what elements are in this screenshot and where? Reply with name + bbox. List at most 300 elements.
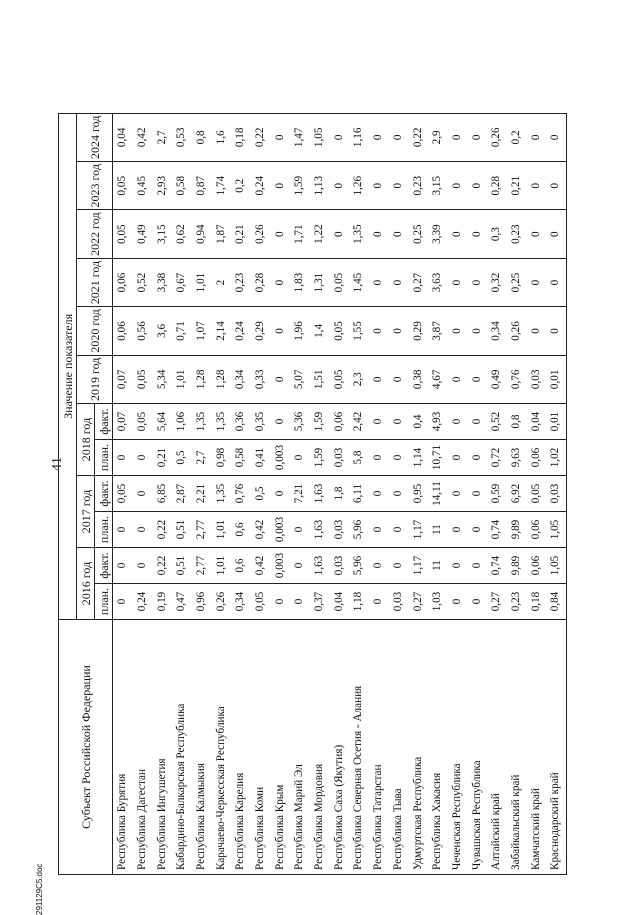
value-cell: 0,21 (507, 162, 527, 210)
value-cell: 5,07 (290, 355, 310, 403)
value-cell: 1,83 (290, 258, 310, 306)
value-cell: 0 (448, 440, 468, 476)
value-cell: 0,22 (152, 512, 172, 548)
value-cell: 2,3 (349, 355, 369, 403)
value-cell: 1,13 (310, 162, 330, 210)
value-cell: 0 (271, 307, 291, 355)
value-cell: 1,22 (310, 210, 330, 258)
value-cell: 0,05 (526, 476, 546, 512)
table-wrapper (58, 113, 567, 875)
value-cell: 0,24 (133, 584, 153, 620)
value-cell: 0,4 (408, 404, 428, 440)
value-cell: 0,74 (487, 512, 507, 548)
value-cell: 0,06 (330, 404, 350, 440)
subject-name: Республика Крым (271, 620, 291, 875)
value-cell: 0,6 (231, 548, 251, 584)
value-cell: 0,5 (251, 476, 271, 512)
value-cell: 1,05 (546, 548, 566, 584)
value-cell: 0 (467, 258, 487, 306)
value-cell: 0,04 (526, 404, 546, 440)
table-row (192, 113, 212, 874)
value-cell: 0 (271, 258, 291, 306)
footer-doc-code: 291129C5.doc (35, 863, 44, 915)
value-cell: 0 (467, 548, 487, 584)
value-cell: 1,71 (290, 210, 310, 258)
value-cell: 1,8 (330, 476, 350, 512)
value-cell: 0,59 (487, 476, 507, 512)
value-cell: 1,28 (211, 355, 231, 403)
value-cell: 0 (389, 355, 409, 403)
table-row (231, 113, 251, 874)
value-cell: 0,67 (172, 258, 192, 306)
value-cell: 3,63 (428, 258, 448, 306)
year-2020-header: 2020 год (77, 307, 113, 355)
value-cell: 11 (428, 548, 448, 584)
value-cell: 0 (448, 355, 468, 403)
value-cell: 1,51 (310, 355, 330, 403)
value-cell: 0 (448, 476, 468, 512)
rotated-page (0, 45, 562, 905)
value-cell: 3,38 (152, 258, 172, 306)
value-cell: 0 (271, 210, 291, 258)
table-row (113, 113, 133, 874)
value-cell: 0 (546, 210, 566, 258)
value-cell: 0,24 (231, 307, 251, 355)
value-cell: 0 (369, 584, 389, 620)
value-cell: 4,93 (428, 404, 448, 440)
value-cell: 0,52 (133, 258, 153, 306)
value-cell: 0,27 (408, 584, 428, 620)
value-cell: 0 (271, 476, 291, 512)
subject-name: Камчатский край (526, 620, 546, 875)
value-cell: 0,22 (408, 113, 428, 161)
table-row (251, 113, 271, 874)
value-cell: 0,25 (408, 210, 428, 258)
value-cell: 0,28 (251, 258, 271, 306)
value-cell: 0,37 (310, 584, 330, 620)
value-cell: 5,96 (349, 512, 369, 548)
value-cell: 0,34 (231, 355, 251, 403)
value-cell: 1,35 (211, 476, 231, 512)
value-cell: 2 (211, 258, 231, 306)
value-cell: 0,07 (113, 404, 133, 440)
value-cell: 0 (369, 113, 389, 161)
subject-header: Субъект Российской Федерации (59, 620, 113, 875)
value-cell: 0 (526, 307, 546, 355)
value-cell: 6,11 (349, 476, 369, 512)
table-row (211, 113, 231, 874)
value-cell: 9,63 (507, 440, 527, 476)
value-cell: 0 (369, 440, 389, 476)
value-cell: 1,14 (408, 440, 428, 476)
value-cell: 0 (546, 307, 566, 355)
value-cell: 0,45 (133, 162, 153, 210)
year-2024-header: 2024 год (77, 113, 113, 161)
value-cell: 1,31 (310, 258, 330, 306)
value-cell: 0 (133, 440, 153, 476)
value-cell: 0 (133, 512, 153, 548)
year-2016-header: 2016 год (77, 548, 95, 620)
value-cell: 1,26 (349, 162, 369, 210)
value-cell: 0 (290, 512, 310, 548)
value-cell: 0,18 (526, 584, 546, 620)
value-cell: 1,74 (211, 162, 231, 210)
table-row (349, 113, 369, 874)
value-cell: 0 (448, 548, 468, 584)
value-cell: 0 (467, 512, 487, 548)
value-cell: 0,34 (231, 584, 251, 620)
value-cell: 0,05 (133, 355, 153, 403)
value-cell: 9,89 (507, 548, 527, 584)
value-cell: 0,42 (251, 548, 271, 584)
value-cell: 0,01 (546, 355, 566, 403)
value-cell: 1,18 (349, 584, 369, 620)
value-cell: 0,2 (231, 162, 251, 210)
value-cell: 0,74 (487, 548, 507, 584)
value-cell: 0,34 (487, 307, 507, 355)
fact-2017: факт. (95, 476, 113, 512)
value-cell: 1,16 (349, 113, 369, 161)
value-cell: 0,05 (330, 355, 350, 403)
value-cell: 1,01 (192, 258, 212, 306)
value-cell: 0 (113, 512, 133, 548)
value-cell: 0 (389, 162, 409, 210)
value-cell: 1,63 (310, 512, 330, 548)
value-cell: 11 (428, 512, 448, 548)
value-cell: 0 (526, 162, 546, 210)
value-cell: 0,26 (211, 584, 231, 620)
value-cell: 0,05 (133, 404, 153, 440)
indicator-table (58, 113, 567, 875)
table-row (428, 113, 448, 874)
value-cell: 0 (389, 307, 409, 355)
value-cell: 3,6 (152, 307, 172, 355)
value-cell: 0,8 (507, 404, 527, 440)
value-cell: 0 (389, 404, 409, 440)
value-cell: 0,27 (408, 258, 428, 306)
value-cell: 1,07 (192, 307, 212, 355)
plan-2018: план. (95, 440, 113, 476)
value-cell: 0,98 (211, 440, 231, 476)
value-cell: 1,01 (172, 355, 192, 403)
value-cell: 0 (369, 355, 389, 403)
value-cell: 0,23 (408, 162, 428, 210)
value-cell: 1,63 (310, 548, 330, 584)
value-cell: 0 (448, 512, 468, 548)
subject-name: Чеченская Республика (448, 620, 468, 875)
value-cell: 0 (448, 210, 468, 258)
value-cell: 0 (369, 210, 389, 258)
value-cell: 0 (369, 548, 389, 584)
value-cell: 5,36 (290, 404, 310, 440)
value-cell: 0 (467, 440, 487, 476)
value-cell: 7,21 (290, 476, 310, 512)
value-cell: 0 (113, 584, 133, 620)
value-cell: 1,4 (310, 307, 330, 355)
value-cell: 0 (448, 404, 468, 440)
subject-name: Краснодарский край (546, 620, 566, 875)
value-cell: 1,03 (428, 584, 448, 620)
value-cell: 0,26 (507, 307, 527, 355)
value-cell: 0,29 (408, 307, 428, 355)
value-cell: 0 (369, 512, 389, 548)
value-cell: 0,05 (330, 258, 350, 306)
value-cell: 0 (546, 113, 566, 161)
value-cell: 0,24 (251, 162, 271, 210)
value-cell: 1,96 (290, 307, 310, 355)
value-cell: 0,03 (389, 584, 409, 620)
subject-name: Республика Ингушетия (152, 620, 172, 875)
value-cell: 0,2 (507, 113, 527, 161)
value-cell: 0,18 (231, 113, 251, 161)
value-cell: 0 (271, 113, 291, 161)
value-cell: 0 (467, 476, 487, 512)
value-cell: 0,33 (251, 355, 271, 403)
value-cell: 0,05 (113, 162, 133, 210)
value-cell: 0,38 (408, 355, 428, 403)
value-cell: 3,39 (428, 210, 448, 258)
value-cell: 0,41 (251, 440, 271, 476)
value-cell: 14,11 (428, 476, 448, 512)
value-cell: 0 (271, 584, 291, 620)
value-cell: 2,42 (349, 404, 369, 440)
value-cell: 0,72 (487, 440, 507, 476)
value-cell: 0,49 (133, 210, 153, 258)
value-cell: 0 (133, 548, 153, 584)
table-row (290, 113, 310, 874)
value-cell: 0,52 (487, 404, 507, 440)
table-row (526, 113, 546, 874)
value-cell: 0,25 (507, 258, 527, 306)
value-cell: 0 (526, 113, 546, 161)
value-cell: 2,93 (152, 162, 172, 210)
value-cell: 0,19 (152, 584, 172, 620)
table-row (467, 113, 487, 874)
value-cell: 0 (467, 584, 487, 620)
value-cell: 0,06 (113, 258, 133, 306)
value-cell: 2,87 (172, 476, 192, 512)
value-cell: 1,17 (408, 548, 428, 584)
value-cell: 9,89 (507, 512, 527, 548)
table-row (152, 113, 172, 874)
subject-name: Республика Бурятия (113, 620, 133, 875)
value-cell: 0 (467, 162, 487, 210)
value-cell: 0,03 (330, 440, 350, 476)
value-cell: 0,05 (251, 584, 271, 620)
value-cell: 1,01 (211, 512, 231, 548)
table-row (369, 113, 389, 874)
value-cell: 1,06 (172, 404, 192, 440)
value-cell: 0,05 (330, 307, 350, 355)
value-cell: 0,71 (172, 307, 192, 355)
value-cell: 4,67 (428, 355, 448, 403)
value-cell: 0,22 (251, 113, 271, 161)
subject-name: Чувашская Республика (467, 620, 487, 875)
value-cell: 1,63 (310, 476, 330, 512)
value-cell: 0 (330, 113, 350, 161)
value-cell: 0 (369, 258, 389, 306)
value-cell: 1,35 (192, 404, 212, 440)
value-cell: 1,35 (211, 404, 231, 440)
subject-name: Республика Хакасия (428, 620, 448, 875)
value-cell: 3,15 (152, 210, 172, 258)
value-cell: 0 (369, 404, 389, 440)
value-cell: 5,8 (349, 440, 369, 476)
value-cell: 0,27 (487, 584, 507, 620)
value-cell: 0,35 (251, 404, 271, 440)
value-cell: 0 (369, 307, 389, 355)
subject-name: Кабардино-Балкарская Республика (172, 620, 192, 875)
value-cell: 0,6 (231, 512, 251, 548)
subject-name: Республика Тыва (389, 620, 409, 875)
value-cell: 0 (369, 476, 389, 512)
value-cell: 0,003 (271, 548, 291, 584)
value-cell: 0,01 (546, 404, 566, 440)
value-cell: 0,06 (526, 548, 546, 584)
value-cell: 3,15 (428, 162, 448, 210)
value-cell: 0 (133, 476, 153, 512)
table-row (507, 113, 527, 874)
value-header: Значение показателя (59, 113, 77, 619)
value-cell: 0 (271, 162, 291, 210)
value-cell: 0,95 (408, 476, 428, 512)
value-cell: 0,26 (251, 210, 271, 258)
value-cell: 0,06 (113, 307, 133, 355)
table-row (546, 113, 566, 874)
value-cell: 2,77 (192, 548, 212, 584)
value-cell: 0,05 (113, 476, 133, 512)
subject-name: Республика Дагестан (133, 620, 153, 875)
subject-name: Алтайский край (487, 620, 507, 875)
subject-name: Республика Северная Осетия - Алания (349, 620, 369, 875)
value-cell: 1,17 (408, 512, 428, 548)
value-cell: 0 (467, 355, 487, 403)
value-cell: 2,21 (192, 476, 212, 512)
value-cell: 0,76 (231, 476, 251, 512)
value-cell: 1,55 (349, 307, 369, 355)
value-cell: 0 (448, 307, 468, 355)
value-cell: 0,53 (172, 113, 192, 161)
value-cell: 2,14 (211, 307, 231, 355)
value-cell: 0,04 (113, 113, 133, 161)
plan-2017: план. (95, 512, 113, 548)
value-cell: 0,5 (172, 440, 192, 476)
value-cell: 0,36 (231, 404, 251, 440)
value-cell: 0 (330, 162, 350, 210)
value-cell: 0,28 (487, 162, 507, 210)
value-cell: 5,64 (152, 404, 172, 440)
table-row (330, 113, 350, 874)
value-cell: 0,03 (330, 512, 350, 548)
value-cell: 0,05 (113, 210, 133, 258)
value-cell: 0 (389, 258, 409, 306)
value-cell: 2,77 (192, 512, 212, 548)
subject-name: Республика Марий Эл (290, 620, 310, 875)
subject-name: Забайкальский край (507, 620, 527, 875)
value-cell: 0 (330, 210, 350, 258)
table-row (310, 113, 330, 874)
value-cell: 0,23 (231, 258, 251, 306)
value-cell: 1,59 (290, 162, 310, 210)
subject-name: Республика Калмыкия (192, 620, 212, 875)
value-cell: 0,23 (507, 210, 527, 258)
value-cell: 0 (290, 440, 310, 476)
value-cell: 0 (448, 584, 468, 620)
value-cell: 0,03 (330, 548, 350, 584)
value-cell: 1,6 (211, 113, 231, 161)
table-row (389, 113, 409, 874)
value-cell: 0,06 (526, 440, 546, 476)
value-cell: 0 (526, 210, 546, 258)
value-cell: 0,003 (271, 440, 291, 476)
value-cell: 0 (113, 440, 133, 476)
year-2023-header: 2023 год (77, 162, 113, 210)
value-cell: 0 (389, 476, 409, 512)
table-body (113, 113, 567, 874)
table-row (408, 113, 428, 874)
value-cell: 0,42 (251, 512, 271, 548)
value-cell: 10,71 (428, 440, 448, 476)
value-cell: 0,42 (133, 113, 153, 161)
value-cell: 0,58 (231, 440, 251, 476)
value-cell: 2,7 (192, 440, 212, 476)
value-cell: 0,76 (507, 355, 527, 403)
value-cell: 0 (546, 162, 566, 210)
value-cell: 1,05 (546, 512, 566, 548)
value-cell: 0 (389, 512, 409, 548)
value-cell: 0,51 (172, 512, 192, 548)
subject-name: Республика Мордовия (310, 620, 330, 875)
value-cell: 0 (389, 210, 409, 258)
value-cell: 0,8 (192, 113, 212, 161)
value-cell: 0 (467, 307, 487, 355)
year-2018-header: 2018 год (77, 404, 95, 476)
value-cell: 6,92 (507, 476, 527, 512)
value-cell: 0,96 (192, 584, 212, 620)
value-cell: 0,26 (487, 113, 507, 161)
value-cell: 0,07 (113, 355, 133, 403)
value-cell: 2,7 (152, 113, 172, 161)
year-2022-header: 2022 год (77, 210, 113, 258)
value-cell: 0 (271, 355, 291, 403)
value-cell: 0,03 (526, 355, 546, 403)
value-cell: 0,56 (133, 307, 153, 355)
subject-name: Республика Татарстан (369, 620, 389, 875)
table-row (271, 113, 291, 874)
value-cell: 0 (271, 404, 291, 440)
value-cell: 0,06 (526, 512, 546, 548)
value-cell: 1,59 (310, 440, 330, 476)
value-cell: 0 (113, 548, 133, 584)
value-cell: 6,85 (152, 476, 172, 512)
value-cell: 0,51 (172, 548, 192, 584)
value-cell: 1,59 (310, 404, 330, 440)
value-cell: 0 (448, 162, 468, 210)
value-cell: 0,21 (152, 440, 172, 476)
value-cell: 0,94 (192, 210, 212, 258)
value-cell: 0 (389, 113, 409, 161)
year-2017-header: 2017 год (77, 476, 95, 548)
value-cell: 0,23 (507, 584, 527, 620)
value-cell: 0 (448, 113, 468, 161)
value-cell: 0 (389, 440, 409, 476)
page-number: 41 (50, 457, 65, 471)
value-cell: 0,62 (172, 210, 192, 258)
value-cell: 0,21 (231, 210, 251, 258)
value-cell: 0 (526, 258, 546, 306)
value-cell: 0 (290, 584, 310, 620)
value-cell: 1,47 (290, 113, 310, 161)
